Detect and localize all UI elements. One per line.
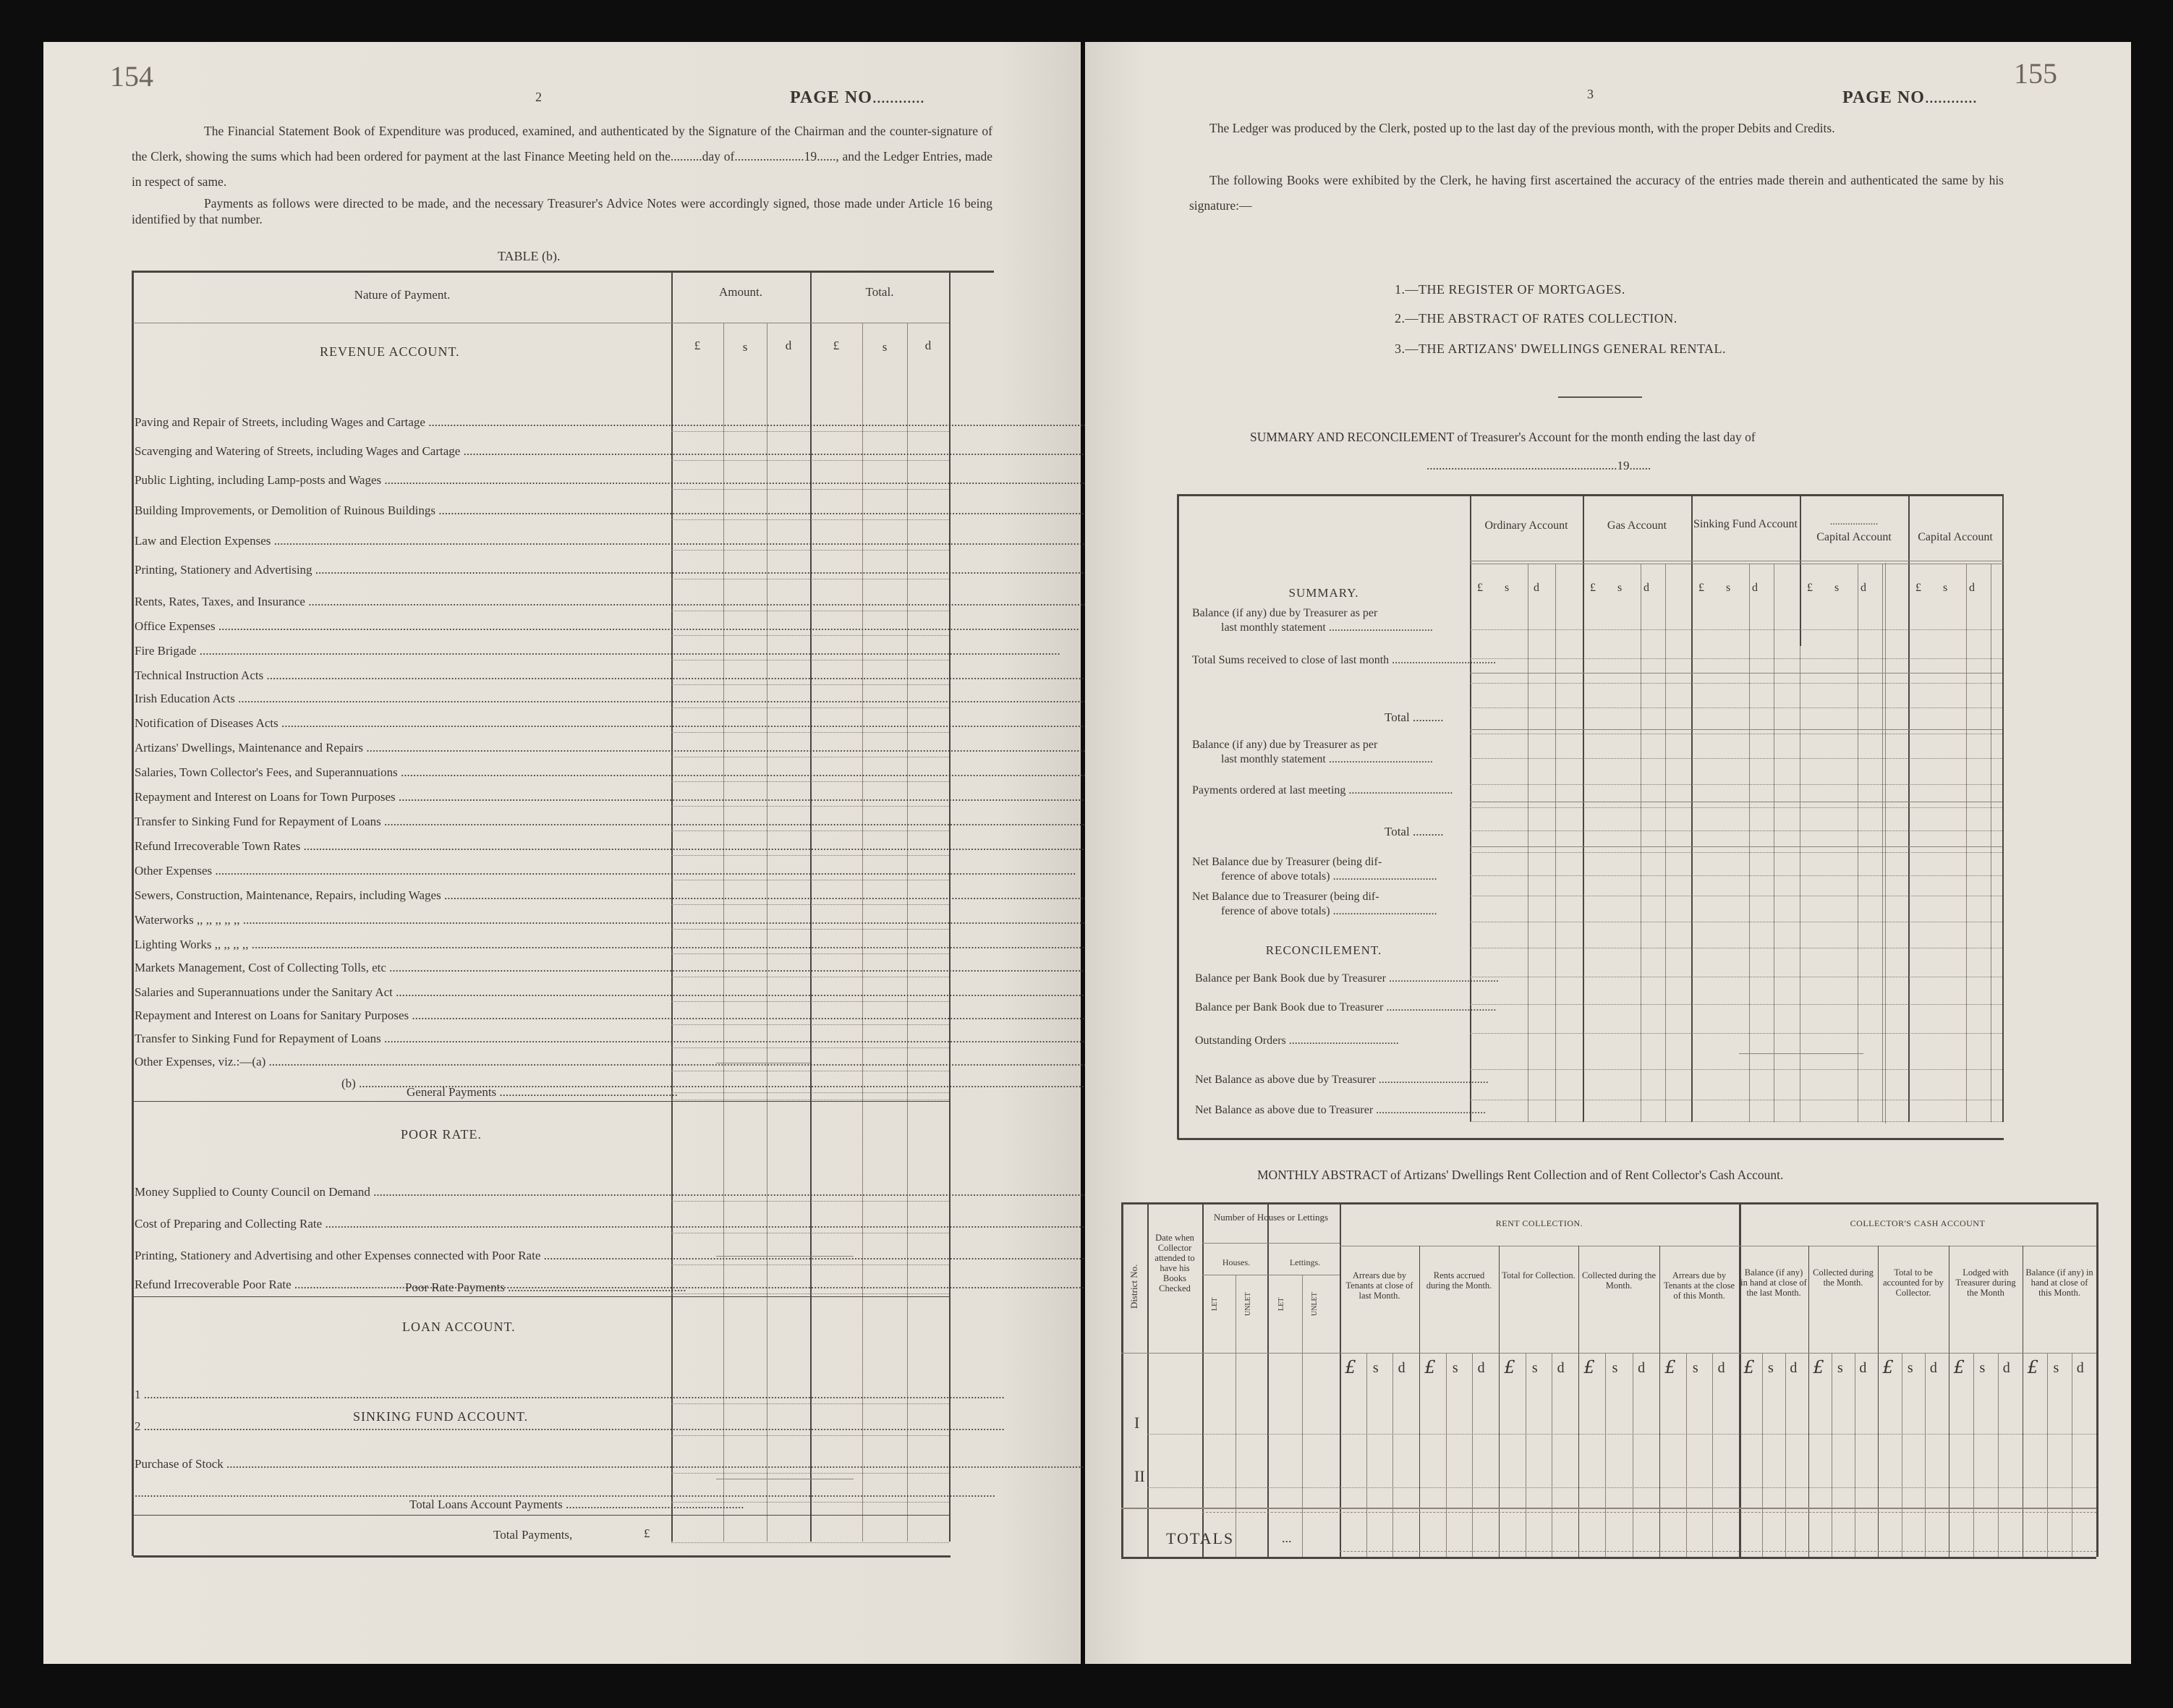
summary-unit: s xyxy=(1943,582,1948,594)
summary-unit: £ xyxy=(1915,582,1921,594)
summary-unit: d xyxy=(1969,582,1975,594)
summary-caption: SUMMARY AND RECONCILEMENT of Treasurer's Account for the month ending the last day of xyxy=(1250,430,1756,444)
loan-row-rule xyxy=(671,1435,949,1436)
abstract-unit-pound: £ xyxy=(1583,1357,1595,1377)
abstract-unit-d: d xyxy=(1859,1360,1867,1376)
abstract-bottom-rule xyxy=(1121,1557,2096,1559)
revenue-item-row xyxy=(135,839,668,854)
revenue-item-label: (b) xyxy=(341,1076,356,1090)
abstract-unit-s: s xyxy=(1531,1360,1538,1376)
summary-row-rule xyxy=(1470,807,2002,808)
abstract-unit-s: s xyxy=(1692,1360,1698,1376)
summary-row-rule xyxy=(1470,1033,2002,1034)
general-payments-label: General Payments .......................................................... xyxy=(407,1085,678,1099)
reconcile-row-label: Balance per Bank Book due to Treasurer ...................................... xyxy=(1195,1001,1497,1014)
summary-row-line2: last monthly statement .................................... xyxy=(1221,621,1433,634)
revenue-item-row xyxy=(135,534,668,548)
abstract-unit-pound: £ xyxy=(1743,1357,1755,1377)
summary-unit: s xyxy=(1834,582,1840,594)
left-page-number: 2 xyxy=(535,90,542,104)
revenue-item-label: Other Expenses, viz.:—(a) xyxy=(135,1055,266,1068)
revenue-item-label: Building Improvements, or Demolition of Ruinous Buildings xyxy=(135,504,436,517)
summary-col-header: Ordinary Account xyxy=(1484,519,1568,532)
poor-rate-payments-label: Poor Rate Payments .......................................................... xyxy=(405,1280,686,1294)
total-payments-pound: £ xyxy=(644,1526,650,1540)
revenue-item-row xyxy=(135,790,668,804)
abstract-unit-d: d xyxy=(2002,1360,2010,1376)
summary-subcol xyxy=(1555,564,1556,1122)
summary-row-rule xyxy=(1470,683,2002,684)
summary-row-rule xyxy=(1470,784,2002,785)
reconcile-row-label: Balance per Bank Book due by Treasurer ...................................... xyxy=(1195,972,1499,985)
revenue-item-label: Public Lighting, including Lamp-posts and Wages xyxy=(135,473,382,487)
abstract-totals-dash xyxy=(1202,1512,2096,1513)
abstract-rent-col-rule xyxy=(1499,1246,1500,1557)
reconcile-row-label: Net Balance as above due by Treasurer ...................................... xyxy=(1195,1074,1489,1086)
summary-subcol xyxy=(1749,564,1750,1122)
summary-row-label: Payments ordered at last meeting .................................... xyxy=(1192,784,1453,796)
unit-s-total: s xyxy=(882,340,888,354)
abstract-unit-pound: £ xyxy=(1953,1357,1965,1377)
abstract-sub-rule xyxy=(1686,1353,1687,1557)
unit-d-total: d xyxy=(924,339,932,352)
abstract-right-rule xyxy=(2096,1202,2098,1557)
right-page-number: 3 xyxy=(1587,87,1594,101)
sinking-row-rule xyxy=(671,1502,949,1503)
abstract-totals-bottom-dash xyxy=(1340,1551,2096,1552)
abstract-houses-group: Number of Houses or Lettings xyxy=(1213,1212,1329,1223)
abstract-sub-rule xyxy=(1973,1353,1974,1557)
loan-item-row xyxy=(135,1419,670,1434)
abstract-unit-s: s xyxy=(1372,1360,1379,1376)
abstract-houses: Houses. xyxy=(1222,1257,1251,1267)
left-payments-paragraph: Payments as follows were directed to be made, and the necessary Treasurer's Advice Notes were accordingly signed, those made under Article 16 being identified by that number. xyxy=(132,196,992,226)
poor-rate-item-label: Refund Irrecoverable Poor Rate xyxy=(135,1278,292,1291)
summary-total-label: Total .......... xyxy=(1385,710,1444,724)
summary-unit: £ xyxy=(1477,582,1483,594)
summary-col-header: Capital Account xyxy=(1816,531,1892,543)
page-no-label: PAGE NO xyxy=(790,88,872,107)
loan-row-rule xyxy=(671,1403,949,1404)
total-loans-text: Total Loans Account Payments xyxy=(409,1497,563,1511)
revenue-item-row xyxy=(135,938,668,952)
revenue-item-row xyxy=(135,765,668,780)
poor-rate-item-label: Printing, Stationery and Advertising and other Expenses connected with Poor Rate xyxy=(135,1249,541,1262)
abstract-sub-rule xyxy=(1712,1353,1713,1557)
revenue-item-row xyxy=(135,961,668,975)
poor-rate-item-label: Cost of Preparing and Collecting Rate xyxy=(135,1217,323,1231)
abstract-unit-d: d xyxy=(1398,1360,1406,1376)
summary-row-line2: ference of above totals) .................................... xyxy=(1221,905,1437,917)
revenue-item-row xyxy=(341,1076,668,1091)
summary-row-rule xyxy=(1470,830,2002,831)
revenue-row-rule xyxy=(671,1092,949,1093)
revenue-item-row xyxy=(135,692,668,706)
abstract-unit-pound: £ xyxy=(1504,1357,1515,1377)
sinking-row-rule xyxy=(671,1473,949,1474)
revenue-item-label: Paving and Repair of Streets, including Wages and Cartage xyxy=(135,415,425,429)
revenue-item-row xyxy=(135,1055,668,1069)
summary-section-rule xyxy=(1470,673,2002,674)
revenue-item-label: Repayment and Interest on Loans for Town Purposes xyxy=(135,790,396,804)
abstract-district-row-label: II xyxy=(1134,1467,1145,1485)
reconcilement-heading: RECONCILEMENT. xyxy=(1265,943,1382,957)
abstract-unit-s: s xyxy=(1612,1360,1618,1376)
abstract-sub-rule xyxy=(1472,1353,1473,1557)
revenue-item-label: Printing, Stationery and Advertising xyxy=(135,563,312,577)
summary-section-rule xyxy=(1470,846,2002,847)
abstract-rent-col: Arrears due by Tenants at the close of this Month. xyxy=(1663,1270,1735,1301)
abstract-unlet: UNLET xyxy=(1244,1292,1252,1317)
summary-row-label: Total Sums received to close of last month .................................... xyxy=(1192,654,1497,666)
abstract-unit-s: s xyxy=(2053,1360,2059,1376)
poor-rate-payments-text: Poor Rate Payments xyxy=(405,1280,505,1294)
abstract-sub-rule xyxy=(1998,1353,1999,1557)
revenue-item-row xyxy=(135,888,668,903)
reconcile-row-label: Outstanding Orders ...................................... xyxy=(1195,1034,1399,1047)
revenue-item-row xyxy=(135,644,668,658)
abstract-rent-col-rule xyxy=(1419,1246,1420,1557)
summary-col3-dots: ................... xyxy=(1829,517,1879,527)
abstract-cash-col-rule xyxy=(1878,1246,1879,1557)
summary-total-label: Total .......... xyxy=(1385,825,1444,838)
abstract-col-rule xyxy=(1267,1202,1269,1557)
poor-row-rule xyxy=(671,1293,949,1294)
summary-row-label xyxy=(1192,606,1468,635)
abstract-unit-s: s xyxy=(1837,1360,1843,1376)
summary-subcol xyxy=(1665,564,1666,1122)
abstract-unlet: UNLET xyxy=(1311,1292,1319,1317)
abstract-unit-s: s xyxy=(1768,1360,1774,1376)
revenue-row-rule xyxy=(671,806,949,807)
table-b-caption: TABLE (b). xyxy=(498,249,561,263)
abstract-unit-d: d xyxy=(1790,1360,1798,1376)
abstract-sub-rule xyxy=(1785,1353,1786,1557)
revenue-row-rule xyxy=(671,684,949,685)
abstract-unit-d: d xyxy=(2076,1360,2084,1376)
abstract-totals-dots: ... xyxy=(1282,1531,1292,1545)
abstract-unit-d: d xyxy=(1638,1360,1646,1376)
sinking-item-row xyxy=(135,1457,670,1471)
revenue-item-row xyxy=(135,913,668,927)
abstract-unit-d: d xyxy=(1929,1360,1937,1376)
revenue-item-row xyxy=(135,985,668,1000)
revenue-row-rule xyxy=(671,732,949,733)
summary-row-label xyxy=(1192,738,1468,767)
summary-subcol xyxy=(1966,564,1967,1122)
revenue-item-label: Salaries, Town Collector's Fees, and Superannuations xyxy=(135,765,398,779)
revenue-item-row xyxy=(135,415,668,430)
revenue-item-row xyxy=(135,619,668,634)
revenue-row-rule xyxy=(671,635,949,636)
abstract-unit-d: d xyxy=(1477,1360,1485,1376)
summary-row-rule xyxy=(1470,1069,2002,1070)
revenue-item-row xyxy=(135,504,668,518)
abstract-rent-col: Total for Collection. xyxy=(1502,1270,1575,1280)
revenue-item-label: Salaries and Superannuations under the Sanitary Act xyxy=(135,985,393,999)
reconcile-rule xyxy=(1739,1053,1863,1054)
unit-d-amount: d xyxy=(785,339,792,352)
loan-account-heading: LOAN ACCOUNT. xyxy=(402,1320,516,1334)
abstract-caption: MONTHLY ABSTRACT of Artizans' Dwellings Rent Collection and of Rent Collector's Cash Account. xyxy=(1257,1168,1784,1182)
revenue-item-label: Other Expenses xyxy=(135,864,213,878)
abstract-unit-s: s xyxy=(1452,1360,1458,1376)
revenue-row-rule xyxy=(671,1024,949,1025)
summary-unit: s xyxy=(1505,582,1510,594)
book-item: 1.—THE REGISTER OF MORTGAGES. xyxy=(1395,282,1625,297)
revenue-row-rule xyxy=(671,781,949,782)
revenue-row-rule xyxy=(671,855,949,856)
revenue-item-label: Irish Education Acts xyxy=(135,692,235,705)
abstract-unit-pound: £ xyxy=(1882,1357,1894,1377)
abstract-rent-col: Rents accrued during the Month. xyxy=(1426,1270,1492,1291)
abstract-sub-rule xyxy=(2047,1353,2048,1557)
summary-row-label xyxy=(1192,855,1468,884)
summary-section-rule xyxy=(1470,729,2002,730)
left-page-no xyxy=(790,88,924,108)
left-page xyxy=(43,42,1081,1664)
revenue-item-label: Transfer to Sinking Fund for Repayment of Loans xyxy=(135,815,381,828)
abstract-cash-col: Balance (if any) in hand at close of this Month. xyxy=(2025,1267,2093,1298)
revenue-item-label: Repayment and Interest on Loans for Sanitary Purposes xyxy=(135,1008,409,1022)
summary-row-rule xyxy=(1470,1121,2002,1122)
summary-unit: d xyxy=(1861,582,1866,594)
revenue-item-row xyxy=(135,741,668,755)
revenue-item-label: Sewers, Construction, Maintenance, Repairs, including Wages xyxy=(135,888,441,902)
abstract-unit-pound: £ xyxy=(1345,1357,1356,1377)
summary-unit: d xyxy=(1752,582,1758,594)
right-folio: 155 xyxy=(2014,57,2057,90)
abstract-cash-col-rule xyxy=(1808,1246,1809,1557)
summary-unit: £ xyxy=(1807,582,1813,594)
abstract-cash-col: Lodged with Treasurer during the Month xyxy=(1955,1267,2016,1298)
loan-item-label: 1 xyxy=(135,1388,141,1401)
abstract-district-no: District No. xyxy=(1128,1264,1139,1309)
abstract-rent-col-rule xyxy=(1659,1246,1660,1557)
summary-row-label xyxy=(1192,890,1468,919)
revenue-item-label: Scavenging and Watering of Streets, including Wages and Cartage xyxy=(135,444,461,458)
abstract-cash-col: Collected during the Month. xyxy=(1813,1267,1874,1288)
summary-row-line1: Net Balance due to Treasurer (being dif- xyxy=(1192,891,1379,903)
page-no-dots: ............ xyxy=(872,88,924,107)
abstract-cash-col: Balance (if any) in hand at close of the last Month. xyxy=(1740,1267,1807,1298)
book-item: 2.—THE ABSTRACT OF RATES COLLECTION. xyxy=(1395,311,1677,326)
summary-row-rule xyxy=(1470,1004,2002,1005)
revenue-item-row xyxy=(135,815,668,829)
abstract-row-rule xyxy=(1147,1434,2096,1435)
summary-row-rule xyxy=(1470,875,2002,876)
abstract-lettings: Lettings. xyxy=(1289,1257,1321,1267)
revenue-row-rule xyxy=(671,953,949,954)
abstract-header-rule xyxy=(1121,1353,2096,1354)
abstract-let: LET xyxy=(1277,1297,1285,1312)
revenue-row-rule xyxy=(671,929,949,930)
poor-rate-item-row xyxy=(135,1185,670,1199)
revenue-account-heading: REVENUE ACCOUNT. xyxy=(320,344,460,359)
abstract-district-row-label: I xyxy=(1134,1414,1140,1432)
reconcile-row-label: Net Balance as above due to Treasurer ...................................... xyxy=(1195,1104,1487,1116)
abstract-sub-rule xyxy=(1446,1353,1447,1557)
sinking-fund-heading: SINKING FUND ACCOUNT. xyxy=(353,1409,529,1424)
sinking-item-row xyxy=(135,1486,670,1500)
revenue-item-row xyxy=(135,1032,668,1046)
revenue-item-row xyxy=(135,563,668,577)
total-loans-label: Total Loans Account Payments .......................................................... xyxy=(409,1497,744,1511)
summary-unit: s xyxy=(1726,582,1731,594)
revenue-item-label: Technical Instruction Acts xyxy=(135,668,264,682)
col-amount: Amount. xyxy=(719,285,762,299)
revenue-item-label: Notification of Diseases Acts xyxy=(135,716,278,730)
total-payments-label: Total Payments, xyxy=(493,1528,573,1542)
revenue-item-label: Markets Management, Cost of Collecting Tolls, etc xyxy=(135,961,386,974)
summary-col-header: Gas Account xyxy=(1607,519,1667,532)
revenue-item-label: Lighting Works ,, ,, ,, ,, xyxy=(135,938,249,951)
summary-row-line2: last monthly statement .................................... xyxy=(1221,753,1433,765)
summary-unit: d xyxy=(1643,582,1649,594)
abstract-col-rule xyxy=(1202,1202,1204,1557)
right-ledger-paragraph: The Ledger was produced by the Clerk, posted up to the last day of the previous month, with the proper Debits and Credits. xyxy=(1209,121,1835,135)
summary-row-line1: Balance (if any) due by Treasurer as per xyxy=(1192,739,1378,751)
abstract-rent-col: Arrears due by Tenants at close of last Month. xyxy=(1345,1270,1413,1301)
poor-rate-item-label: Money Supplied to County Council on Demand xyxy=(135,1185,370,1199)
summary-row-rule xyxy=(1470,629,2002,630)
summary-unit: d xyxy=(1534,582,1539,594)
summary-col-header: Capital Account xyxy=(1918,531,1993,543)
abstract-left-rule xyxy=(1121,1202,1123,1557)
summary-row-rule xyxy=(1470,852,2002,853)
revenue-item-label: Artizans' Dwellings, Maintenance and Repairs xyxy=(135,741,364,755)
abstract-unit-pound: £ xyxy=(2027,1357,2039,1377)
abstract-unit-pound: £ xyxy=(1424,1357,1436,1377)
revenue-item-row xyxy=(135,444,668,459)
summary-row-line2: ference of above totals) .................................... xyxy=(1221,870,1437,883)
unit-pound-amount: £ xyxy=(694,339,701,352)
abstract-rent-group: RENT COLLECTION. xyxy=(1495,1218,1583,1228)
revenue-item-row xyxy=(135,668,668,683)
general-payments-text: General Payments xyxy=(407,1085,497,1099)
revenue-item-label: Fire Brigade xyxy=(135,644,197,658)
abstract-unit-d: d xyxy=(1717,1360,1725,1376)
summary-row-line1: Balance (if any) due by Treasurer as per xyxy=(1192,607,1378,619)
abstract-totals-top xyxy=(1121,1508,2096,1509)
unit-pound-total: £ xyxy=(833,339,840,352)
summary-date: ..............................................................19....... xyxy=(1426,459,1651,472)
revenue-row-rule xyxy=(671,830,949,831)
abstract-sub-rule xyxy=(1762,1353,1763,1557)
lettings-sub-rule xyxy=(1302,1275,1303,1557)
revenue-item-row xyxy=(135,595,668,609)
poor-row-rule xyxy=(671,1201,949,1202)
abstract-unit-pound: £ xyxy=(1664,1357,1676,1377)
abstract-cash-start xyxy=(1739,1202,1741,1557)
right-books-paragraph: The following Books were exhibited by the Clerk, he having first ascertained the accuracy of the entries made therein and authenticated the same by his signature:— xyxy=(1189,173,2004,213)
summary-col-header: Sinking Fund Account xyxy=(1693,518,1798,530)
revenue-item-row xyxy=(135,864,668,878)
abstract-unit-d: d xyxy=(1557,1360,1565,1376)
revenue-row-rule xyxy=(671,460,949,461)
loan-item-row xyxy=(135,1388,670,1402)
revenue-row-rule xyxy=(671,904,949,905)
left-folio: 154 xyxy=(110,60,153,93)
summary-subcol xyxy=(1882,564,1883,1122)
abstract-cash-group: COLLECTOR'S CASH ACCOUNT xyxy=(1850,1218,1986,1228)
poor-rate-heading: POOR RATE. xyxy=(401,1127,482,1142)
abstract-rent-col: Collected during the Month. xyxy=(1581,1270,1657,1291)
revenue-row-rule xyxy=(671,431,949,432)
abstract-unit-s: s xyxy=(1907,1360,1913,1376)
left-intro-paragraph: The Financial Statement Book of Expenditure was produced, examined, and authenticated by the Signature of the Chairman and the counter-signature of the Clerk, showing the sums which had been ordered for payment at the last Finance Meeting held on the..........day of......................19......, and the Ledger Entries, made in respect of same. xyxy=(132,124,992,189)
revenue-item-row xyxy=(135,716,668,731)
poor-rate-item-row xyxy=(135,1278,670,1292)
revenue-item-row xyxy=(135,473,668,488)
abstract-unit-s: s xyxy=(1979,1360,1986,1376)
revenue-item-label: Waterworks ,, ,, ,, ,, ,, xyxy=(135,913,240,927)
abstract-rent-start xyxy=(1340,1202,1341,1557)
right-page xyxy=(1085,42,2131,1664)
summary-unit: £ xyxy=(1590,582,1596,594)
summary-heading: SUMMARY. xyxy=(1288,586,1359,600)
col-total: Total. xyxy=(865,285,894,299)
right-page-no-dots: ............ xyxy=(1924,88,1977,107)
revenue-row-rule xyxy=(671,1001,949,1002)
summary-row-rule xyxy=(1470,758,2002,759)
revenue-item-label: Law and Election Expenses xyxy=(135,534,271,548)
revenue-item-label: Office Expenses xyxy=(135,619,216,633)
abstract-sub-rule xyxy=(1605,1353,1606,1557)
abstract-totals-label: TOTALS xyxy=(1166,1529,1235,1547)
loan-item-label: 2 xyxy=(135,1419,141,1433)
revenue-row-rule xyxy=(671,550,949,551)
revenue-item-row xyxy=(135,1008,668,1023)
abstract-rent-col-rule xyxy=(1578,1246,1579,1557)
abstract-sub-rule xyxy=(1925,1353,1926,1557)
col-nature-of-payment: Nature of Payment. xyxy=(354,288,451,302)
revenue-row-rule xyxy=(671,519,949,520)
book-item: 3.—THE ARTIZANS' DWELLINGS GENERAL RENTAL. xyxy=(1395,341,1727,356)
abstract-let: LET xyxy=(1211,1297,1219,1312)
summary-unit: £ xyxy=(1698,582,1704,594)
revenue-row-rule xyxy=(671,489,949,490)
houses-group-rule xyxy=(1202,1243,1340,1244)
unit-s-amount: s xyxy=(742,340,748,354)
summary-row-line1: Net Balance due by Treasurer (being dif- xyxy=(1192,856,1382,868)
abstract-row-rule xyxy=(1147,1487,2096,1488)
abstract-unit-pound: £ xyxy=(1813,1357,1824,1377)
abstract-sub-rule xyxy=(1366,1353,1367,1557)
revenue-item-label: Transfer to Sinking Fund for Repayment of Loans xyxy=(135,1032,381,1045)
right-page-no xyxy=(1842,88,1977,108)
abstract-cash-col: Total to be accounted for by Collector. xyxy=(1883,1267,1944,1298)
abstract-sub-rule xyxy=(1392,1353,1393,1557)
sinking-item-label: Purchase of Stock xyxy=(135,1457,224,1471)
summary-unit: s xyxy=(1617,582,1623,594)
poor-rate-item-row xyxy=(135,1217,670,1231)
abstract-date-col: Date when Collector attended to have his Books Checked xyxy=(1154,1233,1195,1293)
revenue-item-label: Rents, Rates, Taxes, and Insurance xyxy=(135,595,305,608)
revenue-item-label: Refund Irrecoverable Town Rates xyxy=(135,839,301,853)
poor-rate-item-row xyxy=(135,1249,713,1263)
right-page-no-label: PAGE NO xyxy=(1842,88,1925,107)
summary-row-rule xyxy=(1470,658,2002,659)
